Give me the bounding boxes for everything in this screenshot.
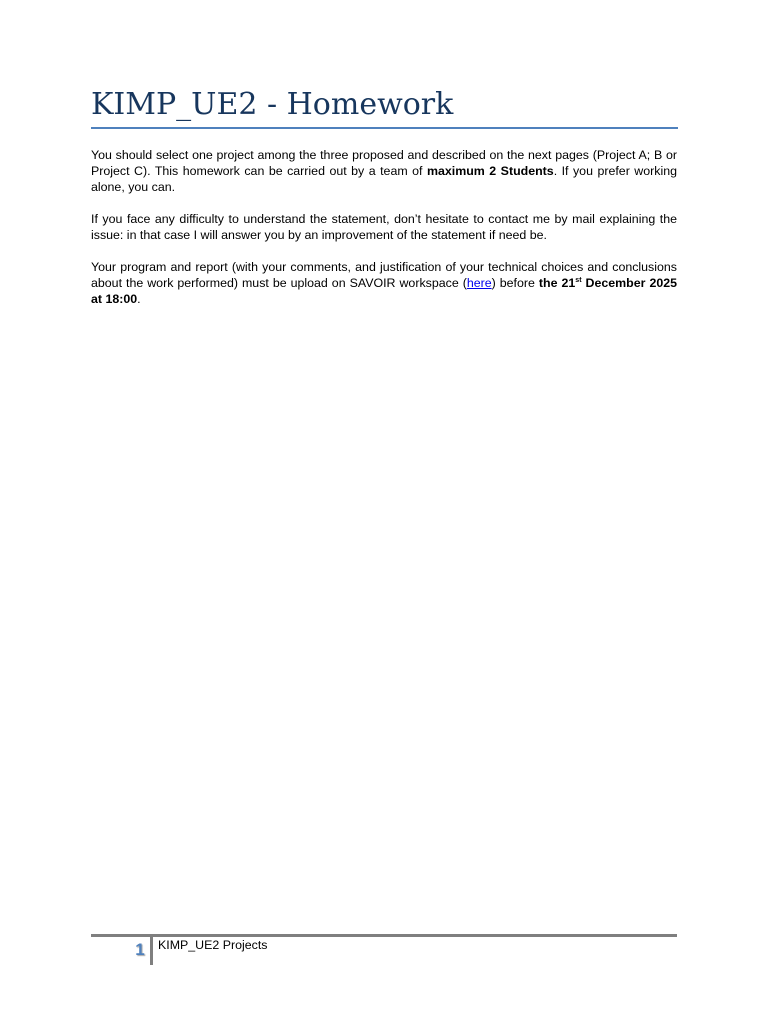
document-body [91, 147, 677, 323]
page-title: KIMP_UE2 - Homework [91, 87, 454, 122]
paragraph3-text-b: ) before [491, 276, 539, 290]
page-number: 1 [135, 940, 145, 959]
deadline-rest: December 2025 at 18:00 [91, 276, 678, 306]
footer-text: KIMP_UE2 Projects [158, 938, 268, 952]
deadline-day: the 21 [538, 276, 576, 290]
paragraph1-text-b: . If you prefer working alone, you can. [91, 164, 677, 194]
paragraph-contact: If you face any difficulty to understand the statement, don’t hesitate to contact me by mail explaining the issue: in that case I will answer you by an improvement of the statement if need be. [91, 212, 677, 242]
title-underline [91, 127, 678, 129]
paragraph3-text-a: Your program and report (with your comments, and justification of your technical choices and conclusions about the work performed) must be upload on SAVOIR workspace ( [91, 260, 677, 290]
paragraph-submission [91, 259, 677, 307]
team-size-emphasis: maximum 2 Students [426, 164, 554, 178]
deadline-day-suffix: st [575, 277, 582, 284]
paragraph-project-selection [91, 147, 677, 195]
paragraph3-end: . [137, 292, 141, 306]
paragraph1-text-a: You should select one project among the three proposed and described on the next pages (Project A; B or Project C). This homework can be carried out by a team of [91, 148, 677, 178]
footer-divider [150, 937, 153, 965]
savoir-workspace-link[interactable]: here [466, 276, 492, 290]
